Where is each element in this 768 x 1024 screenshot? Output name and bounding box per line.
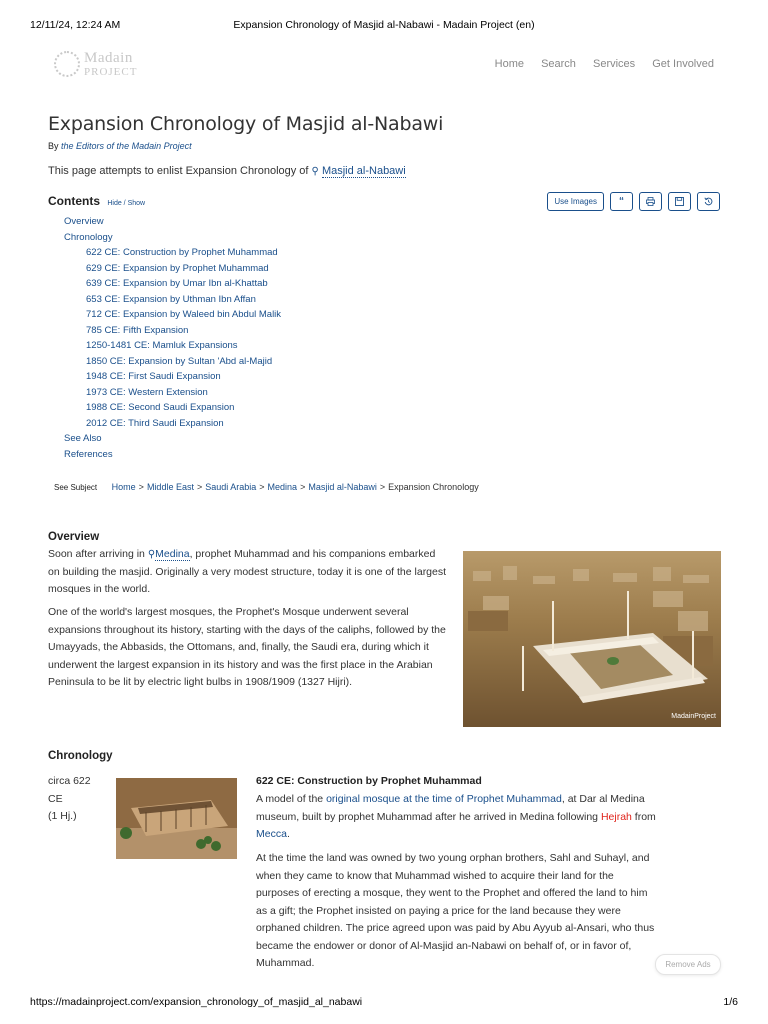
quote-icon: “ [619, 195, 624, 207]
toc-item[interactable]: 629 CE: Expansion by Prophet Muhammad [86, 262, 269, 274]
breadcrumb-current: Expansion Chronology [388, 482, 479, 492]
medina-link[interactable]: Medina [155, 548, 190, 560]
contents-heading [48, 194, 145, 208]
overview-paragraph-1 [48, 546, 448, 599]
history-button[interactable] [697, 192, 720, 211]
table-of-contents [64, 214, 281, 462]
entry-paragraph-2: At the time the land was owned by two young orphan brothers, Sahl and Suhayl, and when they came to know that Muhammad wished to acquire their land for the purposes of erecting a mosque, they went to the Prophet and offered the land to him as a gift; the Prophet insisted on paying a price for the land because they were orphaned children. The price agreed upon was paid by Abu Ayyub al-Ansari, who thus became the endower or donor of Al-Masjid an-Nabawi on behalf of, or in favor of, Muhammad. [256, 852, 655, 969]
overview-p1-start: Soon after arriving in [48, 548, 145, 560]
overview-heading: Overview [48, 531, 100, 543]
entry-date-line-3: (1 Hj.) [48, 810, 77, 822]
contents-toggle-link[interactable]: Hide / Show [107, 200, 146, 207]
masjid-aerial-photo[interactable] [463, 551, 721, 727]
top-navigation [481, 58, 714, 70]
search-icon: ⚲ [147, 549, 156, 560]
hejrah-link[interactable]: Hejrah [600, 810, 632, 823]
breadcrumb [54, 482, 479, 492]
byline-author-link[interactable]: the Editors of the Madain Project [61, 141, 192, 151]
breadcrumb-separator: > [379, 482, 386, 492]
overview-paragraph-2: One of the world's largest mosques, the Prophet's Mosque underwent several expansions throughout its history, starting with the days of the caliphs, followed by the Umayyads, the Abbasids, the Ottomans, and, finally, the Saudi era, during which it underwent the largest expansion in its history and was the first place in the Arabian Peninsula to be lit by electric light bulbs in 1908/1909 (1327 Hijri). [48, 606, 446, 688]
use-images-button[interactable]: Use Images [547, 192, 604, 211]
photo-watermark: MadainProject [671, 713, 716, 720]
print-footer [30, 996, 738, 1010]
toc-item[interactable]: See Also [64, 433, 102, 444]
toc-item[interactable]: 1850 CE: Expansion by Sultan 'Abd al-Majid [86, 355, 273, 367]
entry-p1-middle: , at Dar al Medina museum, built by prophet Muhammad after he arrived in Medina following [256, 793, 645, 823]
entry-date [48, 773, 108, 826]
entry-p1-start: A model of the [256, 793, 324, 805]
save-button[interactable] [668, 192, 691, 211]
search-icon: ⚲ [311, 166, 319, 177]
page-title: Expansion Chronology of Masjid al-Nabawi [48, 113, 444, 135]
breadcrumb-separator: > [300, 482, 306, 492]
byline [48, 141, 192, 151]
toc-item[interactable]: 1973 CE: Western Extension [86, 386, 208, 398]
toc-item[interactable]: 785 CE: Fifth Expansion [86, 324, 189, 336]
original-mosque-link[interactable]: original mosque at the time of Prophet Muhammad [326, 793, 562, 805]
logo-text: Madain [84, 50, 133, 66]
breadcrumb-separator: > [138, 482, 144, 492]
toc-item[interactable]: References [64, 448, 113, 460]
breadcrumb-separator: > [196, 482, 203, 492]
toc-item[interactable]: 2012 CE: Third Saudi Expansion [86, 417, 224, 429]
chronology-heading: Chronology [48, 750, 113, 762]
nav-search[interactable]: Search [541, 58, 576, 70]
toc-item[interactable]: 1250-1481 CE: Mamluk Expansions [86, 340, 238, 351]
toc-item[interactable]: 1988 CE: Second Saudi Expansion [86, 402, 235, 413]
see-subject-label: See Subject [54, 483, 98, 492]
print-header [30, 19, 738, 33]
print-url: https://madainproject.com/expansion_chronology_of_masjid_al_nabawi [30, 996, 363, 1008]
intro-link-masjid[interactable]: Masjid al-Nabawi [321, 165, 406, 177]
nav-services[interactable]: Services [592, 58, 636, 70]
intro-text [48, 165, 406, 177]
contents-title: Contents [48, 194, 100, 208]
entry-paragraph-1 [256, 791, 656, 844]
madain-logo[interactable] [54, 50, 144, 80]
byline-prefix: By [48, 141, 59, 151]
logo-mark-icon [54, 51, 80, 77]
overview-p1-end: , prophet Muhammad and his companions embarked on building the masjid. Originally a very modest structure, today it is one of the largest mosques in the world. [48, 548, 447, 595]
print-icon [646, 197, 655, 206]
toc-item[interactable]: 622 CE: Construction by Prophet Muhammad [86, 247, 278, 258]
masjid-aerial-image [463, 551, 721, 727]
page-toolbar [547, 192, 720, 211]
entry-date-line-2: CE [48, 792, 63, 805]
remove-ads-button[interactable]: Remove Ads [655, 954, 721, 975]
toc-item[interactable]: 1948 CE: First Saudi Expansion [86, 371, 221, 382]
toc-item[interactable]: Chronology [64, 231, 113, 243]
toc-item[interactable]: 653 CE: Expansion by Uthman Ibn Affan [86, 293, 256, 305]
logo-subtext: PROJECT [84, 66, 138, 78]
breadcrumb-links [112, 482, 479, 492]
toc-item[interactable]: Overview [64, 216, 104, 227]
history-icon [704, 197, 713, 206]
breadcrumb-link[interactable]: Saudi Arabia [205, 482, 257, 492]
breadcrumb-link[interactable]: Medina [267, 482, 298, 492]
print-date: 12/11/24, 12:24 AM [30, 19, 121, 31]
mecca-link[interactable]: Mecca [256, 828, 287, 840]
toc-item[interactable]: 712 CE: Expansion by Waleed bin Abdul Malik [86, 309, 282, 320]
breadcrumb-link[interactable]: Home [111, 482, 136, 492]
breadcrumb-link[interactable]: Middle East [146, 482, 194, 492]
breadcrumb-separator: > [259, 482, 265, 492]
breadcrumb-link[interactable]: Masjid al-Nabawi [308, 482, 377, 492]
mosque-model-photo[interactable] [116, 778, 237, 859]
toc-item[interactable]: 639 CE: Expansion by Umar Ibn al-Khattab [86, 278, 268, 289]
entry-title: 622 CE: Construction by Prophet Muhammad [256, 775, 482, 787]
save-icon [675, 197, 684, 206]
entry-date-line-1: circa 622 [48, 775, 91, 787]
nav-home[interactable]: Home [494, 58, 524, 70]
mosque-model-image [116, 778, 237, 859]
cite-button[interactable] [610, 192, 633, 211]
print-document-title: Expansion Chronology of Masjid al-Nabawi - Madain Project (en) [233, 19, 535, 31]
intro-sentence: This page attempts to enlist Expansion Chronology of [48, 165, 309, 177]
print-page-number: 1/6 [723, 996, 738, 1008]
entry-p1-end: . [286, 828, 290, 840]
nav-get-involved[interactable]: Get Involved [652, 58, 714, 70]
entry-p1-from: from [634, 810, 656, 823]
print-button[interactable] [639, 192, 662, 211]
